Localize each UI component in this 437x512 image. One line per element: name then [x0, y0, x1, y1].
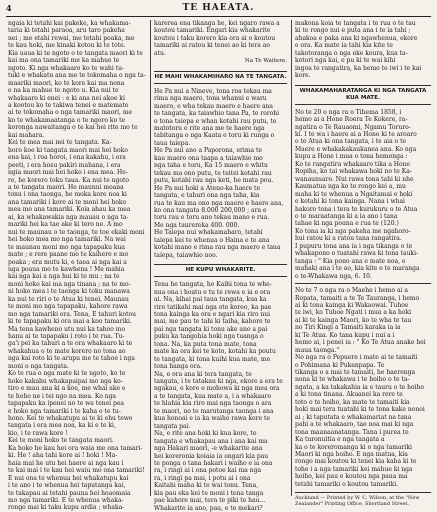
text-line: koutou tamariki. Engari kia whakarite	[154, 27, 271, 35]
obituary-ropata	[295, 287, 431, 488]
article-body-mahi	[154, 88, 287, 259]
text-line: putu, kotahi rau nga keti, he mata pou.	[154, 177, 274, 185]
text-line: E nui ona te whenua hei whakatupu kai	[8, 474, 129, 482]
text-line: ki. I te wa i haere ai a Hone ki te aroaro	[295, 130, 417, 138]
text-line: hoki mai tera tuatahi ki te tona kake nonoi	[295, 406, 425, 414]
text-line: Kaumatua nga ko te rongo kei a, mu	[295, 183, 406, 191]
text-line: te iwi, ko Tuhoe Ngati i mua a ka hoki	[295, 309, 412, 317]
text-line: ra, i ringi ai i ona potoe kai ma nga	[154, 467, 262, 475]
text-line: Ko te rua o nga mate ki te ngoto, ko te	[8, 370, 126, 378]
text-line: tapapaku ka ipenei no te wa tenei pea	[8, 400, 124, 408]
text-line: ai. Na, kihai pai taua tangata, kua ka	[154, 296, 267, 304]
text-line: hoiho, kei pau e koutou nga paua ma	[295, 473, 408, 481]
text-line: Maere e whakakakaukanea ana. Ko nga	[295, 145, 417, 153]
text-line: Kei te moni hoko te tangata maori.	[8, 437, 114, 445]
text-line: o te-Whakawa nga, 6. 10.	[295, 272, 372, 280]
text-line: hui ratou ki a ratou tana rangatira.	[295, 235, 402, 243]
text-line: ai, ka whakawakia nga mauau o nga ta-	[8, 213, 129, 221]
text-line: pae kahore mai, tera te piki te hau...	[154, 497, 266, 505]
text-line: o te maraatanga ki a ia ano i tana	[295, 212, 398, 220]
text-line: makona koia te tangata i te rua o te tau	[295, 20, 416, 27]
author-signature: Na Te Waitere.	[244, 58, 287, 65]
page-number: 4	[6, 3, 12, 13]
text-line: No te 7 o nga ra o Maehe i hemo ai a	[295, 287, 408, 295]
text-line: e hoko nga tamariki i te kaha o te tu-	[8, 407, 121, 415]
newspaper-title: TE HAEATA.	[182, 3, 255, 13]
text-line: Me nga taurereka 400. 000.	[154, 221, 240, 229]
text-line: Ko tona ia ki nga pakeha me ngahoro-	[295, 227, 411, 235]
text-line: matotoru e rite ana me te haere nga	[154, 124, 265, 132]
text-line: mariki hei ka tae ake ki tero ne. A mo	[8, 221, 123, 229]
text-line: rua te kau ma ono nga maero e haere ana,	[154, 199, 284, 207]
text-line: kotahi mano e rima rau nga maero e taua	[154, 244, 281, 252]
text-line: e na ka mahue te ngoto u. Kia nui te	[8, 87, 119, 95]
text-line: re, he korero toku taua. Ka nui te ngoto	[8, 176, 130, 184]
text-line: hono. Kei te whakatupu ai te ki ehu tewe	[8, 415, 133, 423]
text-line: a ki tona tinana. Akuanei ka rere te	[295, 391, 403, 399]
text-line: taua taiepa.	[154, 139, 191, 147]
text-line: taria ki tetahi paraoa, aru taro pakeha	[8, 27, 125, 35]
text-line: mea mo ana tamariki. Koia ahau ka mea	[8, 206, 131, 214]
text-line: ngakau, e kore e mohowa ki nga mea ora	[154, 385, 280, 393]
text-line: tamariki ai ratou ki tenei ao ki tera ao	[154, 42, 270, 50]
text-line: te hoho ne i tei ngo na mea. Ko nga	[8, 392, 116, 400]
text-line: He Pa nui ano a Paporona, erima te	[154, 147, 262, 155]
text-line: hakoro tona i tera te kurukuru o te Atua	[295, 205, 418, 213]
text-line: nei ; me etahi rewai, me tetahi poaka, me	[8, 34, 135, 42]
text-line: hemo ai, i penei ia : " Ko Te Atua anake hei	[295, 339, 426, 347]
text-line: o Pohimana ki Pukenpapa. Te	[295, 361, 385, 369]
text-line: hei koreronia koiaia ia ongari kia pau	[154, 452, 269, 460]
text-line: tonu i ona taonga, he moka kore noa ki	[8, 191, 127, 199]
text-line: koronga nawaitanga o te kai hei rite mo te	[8, 124, 138, 132]
text-line: tangata, e tahuri ona nga taha, kia	[154, 192, 260, 200]
text-line: ka nui te riri o te Atua ki tenei. Maunau	[8, 295, 129, 303]
text-line: a kootou ko te takiwa tenei e matemate	[8, 101, 129, 109]
text-line: Kaitahi maha ki te wai tonu. Tena,	[154, 482, 259, 490]
text-line: ai ki tona kainga ki Wakaowai. Tuhoe	[295, 301, 409, 309]
text-line: puku ka tangohia hoki nga tuanga o	[154, 333, 264, 341]
obituary-hone	[295, 109, 431, 280]
text-line: tona kainga ka ora e ngari kia riro nui	[154, 310, 271, 318]
text-line: karerea ena tikanga he, kei ngaro rawa a	[154, 20, 280, 27]
text-line: wanaunsaro. Nui rawa tona tahi ki nhe	[295, 175, 414, 183]
text-line: whakapono o tuatahi rawa ki tona tauki-	[295, 250, 419, 258]
text-line: maariki maori, ko te kore kai ma nona	[8, 79, 125, 87]
text-line: te moni mo nga tapapaku, kahore rawa	[8, 303, 128, 311]
text-line: nga Hakari maori, -e whakarite ana	[154, 445, 263, 453]
text-line: ko ona tangata 8.000 200,000 ; ara e	[154, 206, 267, 214]
text-line: kau maero ona taapa a taiawhio mo	[154, 154, 263, 162]
text-line: hanu ai te tapapaku i roto i te rua. Tu-	[8, 333, 125, 341]
article-heading-kupu: HE KUPU WHAKARITE.	[154, 264, 287, 277]
text-line: e ora. Ka mate ia tahi kia kite te	[295, 42, 393, 50]
text-line: riro tatikahi mai nga ote koreo, ka pae	[154, 303, 272, 311]
text-line: ngata, a ka takakahia ia e tauru o te hoiho	[295, 383, 424, 391]
text-line: tona. Na, ka puta tona mate, tona	[154, 340, 257, 348]
text-line: ko te whakamaatanga o te ngoro ko te	[8, 116, 126, 124]
text-line: Maori ki nga hoiho. E nga matua, kia	[295, 451, 408, 459]
divider	[295, 283, 431, 284]
text-line: moni o nga tangata.	[8, 362, 69, 370]
text-line: a te tangata, kua mate a, i a whakaaro	[154, 392, 272, 400]
text-line: tuki e whakatu ana me te tokomaha o nga ta-	[8, 72, 146, 80]
text-line: te kau hoki, me kinaki kotou ki te tote.	[8, 42, 126, 50]
text-line: kai mahara.	[8, 131, 45, 139]
text-line: tekau ma ono putu, te teitei kotahi rau	[154, 169, 272, 177]
text-line: ki te tapapaku ki ora mai a koo tamariki.	[8, 318, 132, 326]
text-line: ingoa te rangatira, ka hemo te iwi i te kai	[295, 64, 422, 72]
text-line: moni hoko kai ma nga tinana ; na te mo-	[8, 280, 131, 288]
column-2	[154, 20, 287, 512]
text-line: Ropata, tamaiti a te Te Tauranga, i hemo	[295, 294, 420, 302]
text-line: He Pa nui a Nineve, tona roa tekau ma	[154, 87, 272, 95]
text-line: te tangata, ki tona kuihi kua mate, me	[154, 355, 271, 363]
text-line: Na, e rite ana hoki ki kua kore, te	[154, 430, 257, 438]
text-line: o tona taiepa e whan kotahi rau putu, te	[154, 117, 277, 125]
text-line: hemo ai a Hone Roera Te Kokere, ra-	[295, 116, 408, 124]
text-line: whakaaro ki enei : e ki ana nei akoe ki	[8, 94, 125, 102]
text-line: o te Atua ki ona tangata, i te aia o te	[295, 138, 407, 146]
text-line: Ko te rangatira whakaaro tika a Hone	[295, 160, 411, 168]
text-line: no Tiri Kingi a Tamaiti karaka ia ia	[295, 324, 401, 332]
text-line: mo nga tamariki ora. Tena, E tahuri kotou	[8, 310, 136, 318]
text-line: maero, e wha tekau maero e haere ana	[154, 102, 274, 110]
text-line: I pupuru tona ana ia i nga tikanga o te	[295, 242, 413, 250]
text-line: No nga ra o Pepuere i mate ai te tamaiti	[295, 354, 418, 362]
text-line: kio, i te rawa kore !	[8, 429, 68, 437]
text-line: Na, e ora ana ki tera tangata, te	[154, 370, 252, 378]
text-line: ki. He ! aha tahi kore ai ! hoki ! Ma-	[8, 452, 118, 460]
text-line: ai te tokomaha o nga tamariki maori, me	[8, 109, 133, 117]
text-line: kai nga kai a nga hui ki te mu ; na te	[8, 273, 120, 281]
text-line: ahakoa e paka ana ki ngawhenua, ekore	[295, 34, 418, 42]
text-line: mo nga tamariki. E te whenua whaka-	[8, 497, 124, 504]
text-line: kia pau eka kei te moni i tena tanga	[154, 489, 264, 497]
text-line: maha ki te whenua a Ngaitamai e hoki	[295, 190, 413, 198]
text-line: nga taha e toru, Ka 15 maero e whitu	[154, 162, 268, 170]
text-line: ana tamariki i kore ai te moni hei hoko	[8, 198, 127, 206]
text-line: tangata pai.	[154, 422, 191, 430]
text-line: te ponga o tana hakari i waiho e ia ona	[154, 460, 273, 468]
text-line: taiepa kei te whenua o Haina e te ana	[154, 236, 270, 244]
text-line: pai nga tangata ki tonu ake ano a pai	[154, 325, 268, 333]
text-line: ga'i pei ka tahuri a te ora whakaaro ki te	[8, 340, 133, 348]
text-line: kai ma ona tamariki me ka mahue te	[8, 57, 120, 65]
text-line: tiro e mau ana ki a koe, me whai ake e	[8, 385, 126, 393]
text-line: kore.	[295, 72, 311, 80]
text-line: i te ano i te whenua hei taputanga kai,	[8, 482, 126, 490]
text-line: te maori, no te marutanga taonga i ana	[154, 407, 274, 415]
text-line: te takapau ai tetahi pauna hei hoaomaia	[8, 489, 131, 497]
text-line: horo koe ki tangata maori mai hei hoko	[8, 146, 128, 154]
text-line: nga poaua mo te kawhena ! Me mahia	[8, 265, 125, 273]
text-line: tahae ki nga pouna e rua te (120.)	[295, 220, 399, 228]
text-line: kupu a Hone i mua o tona hemonga :	[295, 153, 408, 161]
text-line: tona hanga ora.	[154, 363, 202, 371]
text-line: No te 20 o nga ra o Tihema 1858, i	[295, 108, 402, 116]
text-line: mahaki ana i te ao, kia kite e te maranga	[295, 265, 420, 273]
text-line: rongo mai koutou ki tenei kia kaha ki te	[295, 458, 417, 466]
text-line: tetahi tamariki o koutou tamariki.	[295, 480, 399, 488]
text-line: ki te rongo nui e puta ana i te ia tahi ;	[295, 27, 411, 35]
text-line: He Taiepa nui whakamaharo, tetahi	[154, 229, 263, 237]
text-line: ena kai, i roa horoi, i ena kakahu, i era	[8, 154, 126, 162]
text-line: te maunau moni mo nga tapapaku kua	[8, 243, 125, 251]
text-line: nua ona i hoatu e tu te rewa e ia e ora	[154, 288, 271, 296]
text-line: takotoranga o nga eke koura, kua ta-	[295, 49, 408, 57]
column-rule-1	[150, 20, 151, 496]
text-line: a te tangata maori. He maunui moana	[8, 183, 124, 191]
text-line: ki Te Atua. Ko tana kupu i nui a i	[295, 331, 395, 339]
text-line: toto o te hoiho, ka mate te tamaiti kia	[295, 398, 410, 406]
column-3	[295, 20, 431, 508]
text-line: mate ka ora kei te koto, kotahi ka poutu	[154, 348, 276, 356]
text-line: mai, me pau te tahi ki taiha, kahore te	[154, 318, 271, 326]
text-line: mate ; e rere paane mo te kaihere e mo	[8, 251, 129, 259]
text-line: rima nga maero, tona whanui e waru	[154, 95, 267, 103]
text-line: maua taonga."	[295, 346, 340, 354]
text-line: poaka ; era mutu ki, e taea ai nga kai a	[8, 258, 127, 266]
text-line: te tangata, ka taiawhio tana Pa, te rorohi	[154, 110, 280, 118]
text-line: tangata i era mea noa, ka ki e te ki,	[8, 422, 116, 430]
text-line: hoko kakahu whakapaipai mo nga ko-	[8, 377, 123, 385]
text-line: Ma tena kawheno utu nui ka tahoo mo	[8, 325, 126, 333]
article-heading-whakamaharatanga: WHAKAMAHARATANGA KI NGA TANGATA KUA MATE.	[295, 85, 431, 105]
text-line: nona ki te whakawa i te hoiho o te ta-	[295, 376, 410, 384]
text-line: Kei te mea mai nei te tangata. Ka-	[8, 139, 112, 147]
text-line: nga kai roto ki te arupu me te tahoe i nga	[8, 355, 135, 363]
article-continuation	[154, 20, 287, 57]
text-line: ni hoko mea i te taenga ki toku manawa	[8, 288, 130, 296]
column-rule-2	[291, 20, 292, 496]
text-line: Whakarite ia ano, pau, e te mekari?	[154, 504, 263, 512]
text-line: rongo mai ki taku kupu ardia ; whaka-	[8, 504, 125, 512]
printer-imprint: Auckland — Printed by W. C. Wilson, at the "New Zealander" Printing Office, Shortland Street.	[295, 492, 431, 507]
text-line: whakahua o te mate korero no tona ao	[8, 347, 126, 355]
text-line: taiepa, taiawhio noo.	[154, 251, 218, 259]
text-line: peeti, i era hosu pakiri mahana, i era	[8, 161, 121, 169]
article-continuation	[295, 20, 431, 80]
article-body-kupu	[154, 281, 287, 512]
text-line: tabitanga o nga Kaata e toru ki runga o	[154, 132, 275, 140]
text-line: tohe i a nga tamariki kei mahue ki nga	[295, 465, 413, 473]
text-line: ngoto. Ki nga whakaaro ko te wahi tu-	[8, 64, 125, 72]
text-line: ra, i ringi pa mai, i potu ai i ona	[154, 474, 251, 482]
text-line: Ropiha, ko tai whakawa hoki no te Ka-	[295, 168, 412, 176]
text-line: haia mai he utu hei haere ai nga kau i	[8, 459, 124, 467]
text-line: ngaia ki tetahi kai pakeke, ka whakama-	[8, 20, 131, 27]
text-line: e kotahi ki tona kainga. Nana i whai	[295, 198, 405, 206]
text-line: koutou i taku korero kia ora ai o koutou	[154, 34, 276, 42]
text-line: ka o te koreromanga ki o nga tamariki	[295, 443, 412, 451]
text-line: Ka hoko he kau hei ora waia me ona tamari-	[8, 444, 143, 452]
text-line: tangata e whakapau ana i ana kai ma	[154, 437, 268, 445]
text-line: hei hoko mea mo nga tamariki. Na wai	[8, 236, 126, 244]
text-line: kua honoai e ia ka waiho rawa kore te	[154, 415, 270, 423]
text-line: ngatira o Te Rauaomi, Ngamu Toruro-	[295, 123, 411, 131]
text-line: tona maanaanatanga. Tana i purea te	[295, 428, 409, 436]
text-line: ai ; ki taputata e whakamariat na tana	[295, 413, 412, 421]
text-line: pahi a te whakaaro, tae noa mai ki nga	[295, 421, 414, 429]
text-line: Ka turonuitia e nga tangata a	[295, 436, 385, 444]
text-line: tikanga o a mai te tamaiti, he haerenga	[295, 369, 416, 377]
text-line: Kia uaua ki te ngoto o te tangata maori ki te	[8, 49, 143, 57]
text-line: tanga : " Kia pono ana e mate noa, e	[295, 257, 406, 265]
column-1	[8, 20, 146, 512]
text-line: atu.	[154, 49, 166, 57]
text-line: toru rau e toru ano tekau mano e rua.	[154, 214, 270, 222]
article-heading-mahi: HE MAHI WHAKAMIHARO NA TE TANGATA.	[154, 71, 287, 84]
text-line: kotori nga kai, e pu ki te wai kihi	[295, 57, 396, 65]
text-line: te kai mai i te kau hei waiu mo ona tamariki!	[8, 467, 145, 475]
text-line: He Pa nui hoki a Ateno-ka haere te	[154, 184, 261, 192]
text-line: te hlahia kia riro mai nga taonga o ara	[154, 400, 272, 408]
text-line: ai ki te kainga Maori, ko te wha te tau	[295, 316, 412, 324]
text-line: nui te maunau o te taonga, te toe ekaki moni	[8, 228, 145, 236]
text-line: ngia maori mai hei hoko i ena mea. He-	[8, 169, 128, 177]
text-line: Tena he tangata, he Kaihi tona te whe-	[154, 281, 272, 289]
text-line: tangata, i te tatakau ki nga, ekore a era te	[154, 378, 283, 386]
masthead	[6, 2, 431, 17]
